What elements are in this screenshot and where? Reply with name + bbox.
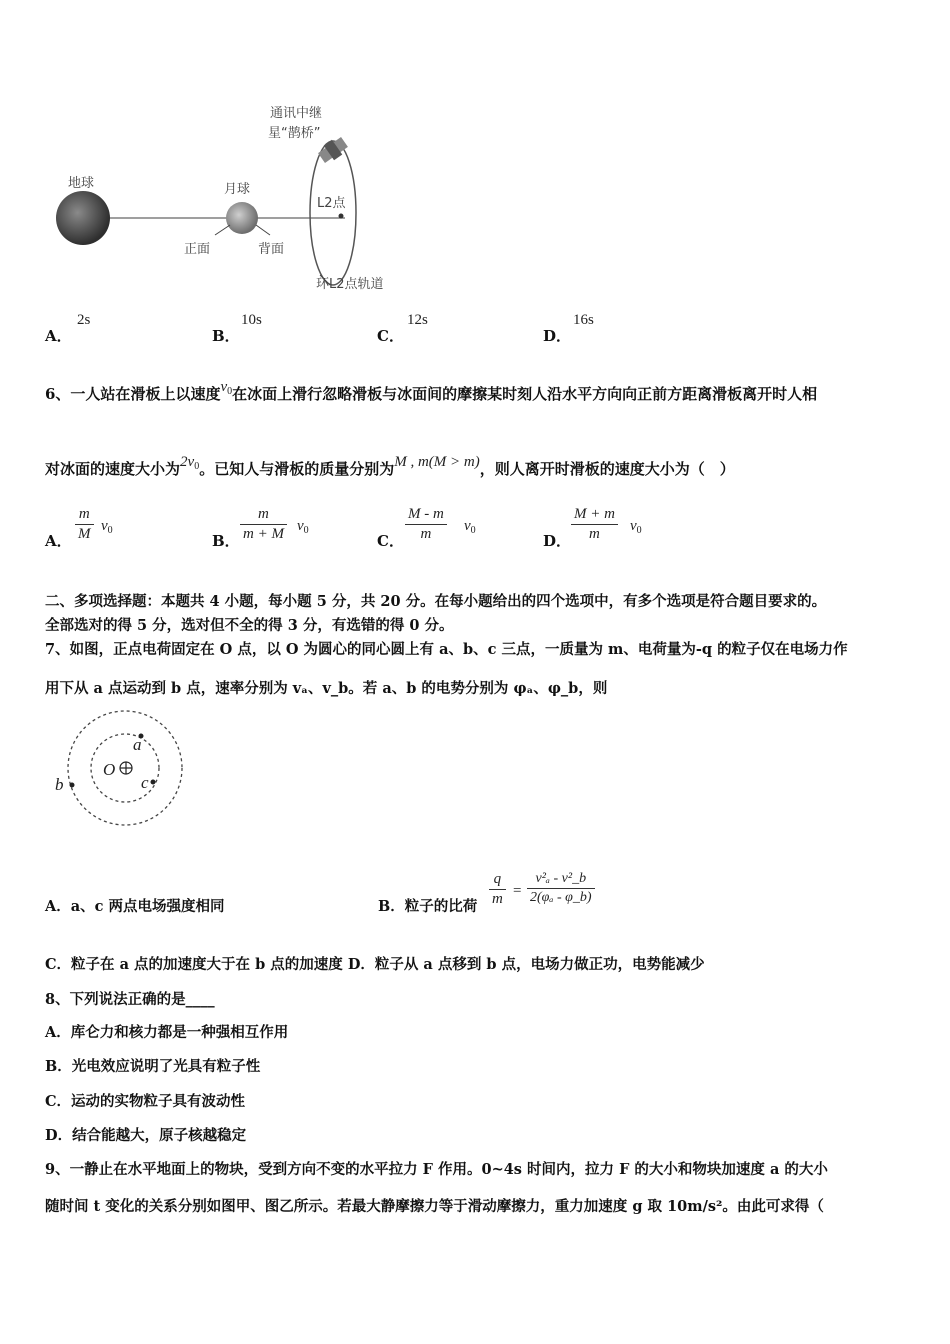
q5-option-b-value: 10s — [241, 312, 262, 328]
q7-option-a[interactable]: A．a、c 两点电场强度相同 — [45, 898, 225, 915]
q9-stem-line2: 随时间 t 变化的关系分别如图甲、图乙所示。若最大静摩擦力等于滑动摩擦力，重力加速度 g 取 10m/s²。由此可求得（ — [45, 1198, 824, 1215]
q6-v0: $v_0$ — [220, 379, 233, 397]
point-c — [151, 780, 156, 785]
moon-label: 月球 — [224, 182, 251, 197]
q5-option-b-letter[interactable]: B． — [212, 327, 240, 345]
q7-option-b[interactable]: B．粒子的比荷 — [378, 898, 478, 915]
section2-heading-line2: 全部选对的得 5 分，选对但不全的得 3 分，有选错的得 0 分。 — [45, 617, 454, 634]
q7-fig-label-c: c — [141, 773, 149, 792]
q7-fig-label-a: a — [133, 735, 142, 754]
q6-option-d-fraction: M + m m — [571, 506, 618, 543]
q7-fig-label-o: O — [103, 760, 116, 779]
q7-stem-line2: 用下从 a 点运动到 b 点，速率分别为 vₐ、v_b。若 a、b 的电势分别为 φₐ、φ_b，则 — [45, 680, 608, 697]
front-label: 正面 — [184, 242, 211, 257]
satellite-label-line2: 星“鹊桥” — [268, 126, 321, 141]
q5-option-d-letter[interactable]: D． — [543, 327, 572, 345]
l2-orbit — [310, 141, 356, 285]
q6-line2: 对冰面的速度大小为$2v_0$。已知人与滑板的质量分别为M , m(M > m)，则人离开时滑板的速度大小为（ ） — [45, 454, 735, 478]
q6-option-a-letter[interactable]: A． — [45, 532, 72, 550]
q6-option-b-v0: $v_0$ — [297, 518, 309, 536]
q5-option-a-letter[interactable]: A． — [45, 327, 72, 345]
q7-fig-label-b: b — [55, 775, 64, 794]
q7-equals-sign: = — [513, 883, 522, 899]
q6-option-c-fraction: M - m m — [405, 506, 447, 543]
q6-option-d-letter[interactable]: D． — [543, 532, 572, 550]
q6-option-a-v0: $v_0$ — [101, 518, 113, 536]
point-b — [70, 783, 75, 788]
q6-line1 — [45, 379, 818, 405]
q6-option-d-v0: $v_0$ — [630, 518, 642, 536]
q6-option-c-letter[interactable]: C． — [377, 532, 404, 550]
section2-heading-line1: 二、多项选择题：本题共 4 小题，每小题 5 分，共 20 分。在每小题给出的四个选项中，有多个选项是符合题目要求的。 — [45, 593, 827, 610]
q7-option-b-lhs-fraction: q m — [489, 871, 506, 908]
q5-option-c-value: 12s — [407, 312, 428, 328]
q7-option-b-rhs-fraction: v²ₐ - v²_b 2(φₐ - φ_b) — [527, 871, 595, 906]
q8-stem: 8、下列说法正确的是____ — [45, 991, 215, 1008]
l2-label: L2点 — [317, 196, 346, 211]
q8-option-d[interactable]: D．结合能越大，原子核越稳定 — [45, 1127, 247, 1144]
q6-option-b-fraction: m m + M — [240, 506, 287, 543]
q7-figure — [50, 710, 190, 830]
q6-mass-expr: M , m(M > m) — [394, 454, 480, 470]
q6-option-c-v0: $v_0$ — [464, 518, 476, 536]
back-label: 背面 — [258, 242, 285, 257]
satellite-label-line1: 通讯中继 — [270, 106, 323, 121]
q6-line1-end: 在冰面上滑行忽略滑板与冰面间的摩擦某时刻人沿水平方向向正前方距离滑板离开时人相 — [232, 385, 818, 403]
l2-point — [339, 214, 344, 219]
q8-option-b[interactable]: B．光电效应说明了光具有粒子性 — [45, 1058, 261, 1075]
q6-option-b-letter[interactable]: B． — [212, 532, 240, 550]
q7-options-c-d[interactable]: C．粒子在 a 点的加速度大于在 b 点的加速度 D．粒子从 a 点移到 b 点，电场力做正功，电势能减少 — [45, 956, 705, 973]
q8-option-a[interactable]: A．库仑力和核力都是一种强相互作用 — [45, 1024, 289, 1041]
q7-stem-line1: 7、如图，正点电荷固定在 O 点，以 O 为圆心的同心圆上有 a、b、c 三点，一质量为 m、电荷量为-q 的粒子仅在电场力作 — [45, 641, 848, 658]
q6-2v0: $2v_0$ — [180, 454, 200, 472]
earth-label: 地球 — [68, 176, 95, 191]
q5-option-c-letter[interactable]: C． — [377, 327, 404, 345]
q9-stem-line1: 9、一静止在水平地面上的物块，受到方向不变的水平拉力 F 作用。0~4s 时间内，拉力 F 的大小和物块加速度 a 的大小 — [45, 1161, 828, 1178]
earth-icon — [56, 191, 110, 245]
moon-icon — [226, 202, 258, 234]
orbit-label: 环L2点轨道 — [316, 277, 384, 292]
q6-option-a-fraction: m M — [75, 506, 94, 543]
q5-option-d-value: 16s — [573, 312, 594, 328]
q6-line1-start: 6、一人站在滑板上以速度 — [45, 385, 221, 403]
q5-option-a-value: 2s — [77, 312, 91, 328]
concentric-circles-diagram — [50, 710, 190, 830]
q8-option-c[interactable]: C．运动的实物粒子具有波动性 — [45, 1093, 246, 1110]
